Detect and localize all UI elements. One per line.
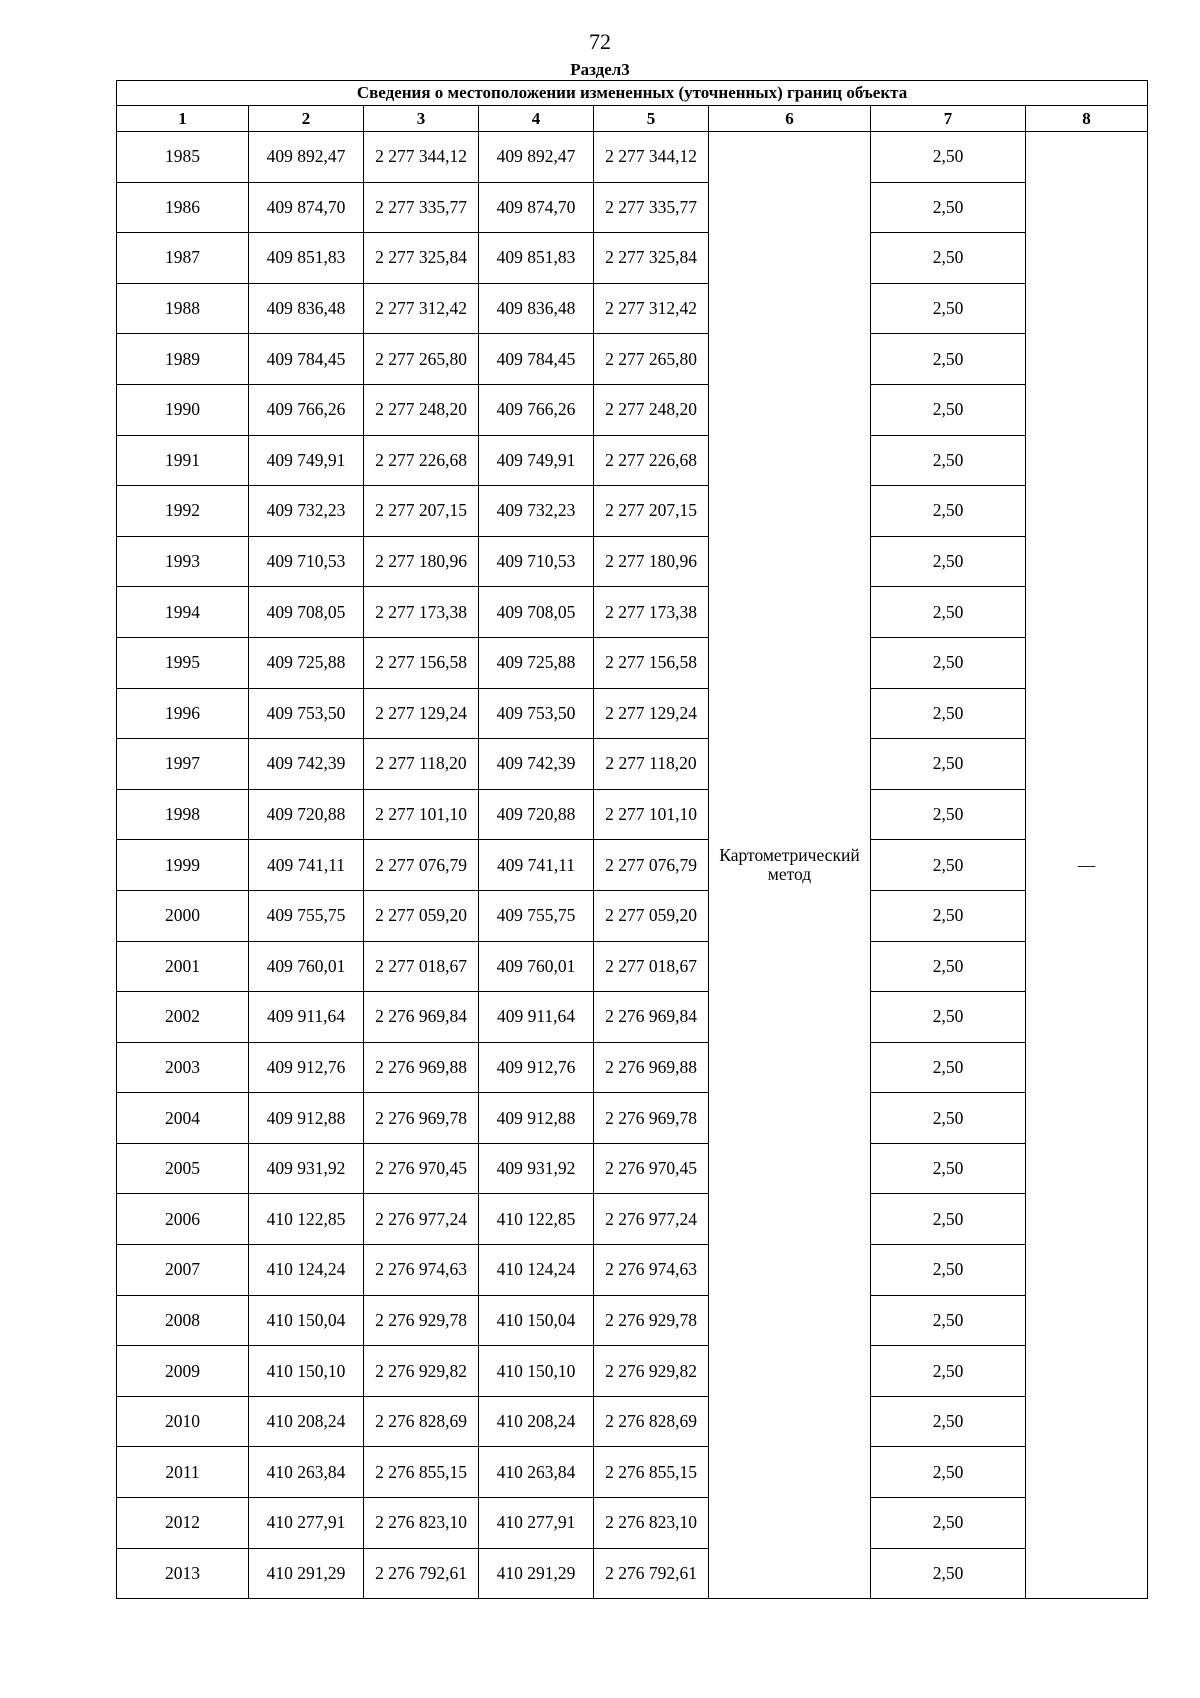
accuracy-cell: 2,50	[871, 1295, 1026, 1346]
x-coordinate-new-cell: 410 291,29	[479, 1548, 594, 1599]
accuracy-cell: 2,50	[871, 1346, 1026, 1397]
y-coordinate-new-cell: 2 277 156,58	[594, 637, 709, 688]
accuracy-cell: 2,50	[871, 637, 1026, 688]
x-coordinate-existing-cell: 409 725,88	[249, 637, 364, 688]
x-coordinate-existing-cell: 409 851,83	[249, 233, 364, 284]
y-coordinate-new-cell: 2 276 823,10	[594, 1498, 709, 1549]
point-number-cell: 2009	[117, 1346, 249, 1397]
y-coordinate-existing-cell: 2 276 929,82	[364, 1346, 479, 1397]
x-coordinate-new-cell: 409 742,39	[479, 739, 594, 790]
table-row	[117, 1143, 1148, 1194]
accuracy-cell: 2,50	[871, 1396, 1026, 1447]
boundary-coordinates-table	[116, 80, 1148, 1599]
x-coordinate-new-cell: 409 784,45	[479, 334, 594, 385]
x-coordinate-new-cell: 409 760,01	[479, 941, 594, 992]
y-coordinate-new-cell: 2 276 969,84	[594, 992, 709, 1043]
x-coordinate-existing-cell: 410 208,24	[249, 1396, 364, 1447]
x-coordinate-existing-cell: 410 291,29	[249, 1548, 364, 1599]
x-coordinate-existing-cell: 409 749,91	[249, 435, 364, 486]
accuracy-cell: 2,50	[871, 840, 1026, 891]
point-number-cell: 2008	[117, 1295, 249, 1346]
point-number-cell: 2006	[117, 1194, 249, 1245]
accuracy-cell: 2,50	[871, 1498, 1026, 1549]
table-row	[117, 789, 1148, 840]
x-coordinate-existing-cell: 409 911,64	[249, 992, 364, 1043]
point-number-cell: 2007	[117, 1245, 249, 1296]
point-number-cell: 1992	[117, 486, 249, 537]
x-coordinate-new-cell: 409 741,11	[479, 840, 594, 891]
x-coordinate-existing-cell: 409 874,70	[249, 182, 364, 233]
x-coordinate-existing-cell: 410 124,24	[249, 1245, 364, 1296]
accuracy-cell: 2,50	[871, 536, 1026, 587]
x-coordinate-new-cell: 409 874,70	[479, 182, 594, 233]
x-coordinate-new-cell: 410 263,84	[479, 1447, 594, 1498]
y-coordinate-new-cell: 2 276 929,82	[594, 1346, 709, 1397]
column-number-7: 7	[871, 106, 1026, 132]
table-body	[117, 132, 1148, 1599]
accuracy-cell: 2,50	[871, 1042, 1026, 1093]
y-coordinate-new-cell: 2 276 974,63	[594, 1245, 709, 1296]
x-coordinate-existing-cell: 409 720,88	[249, 789, 364, 840]
point-number-cell: 1991	[117, 435, 249, 486]
y-coordinate-new-cell: 2 277 101,10	[594, 789, 709, 840]
x-coordinate-new-cell: 409 732,23	[479, 486, 594, 537]
y-coordinate-existing-cell: 2 277 156,58	[364, 637, 479, 688]
y-coordinate-new-cell: 2 276 792,61	[594, 1548, 709, 1599]
accuracy-cell: 2,50	[871, 992, 1026, 1043]
y-coordinate-existing-cell: 2 277 180,96	[364, 536, 479, 587]
point-number-cell: 1990	[117, 384, 249, 435]
y-coordinate-new-cell: 2 277 059,20	[594, 890, 709, 941]
x-coordinate-existing-cell: 409 784,45	[249, 334, 364, 385]
table-row	[117, 840, 1148, 891]
table-row	[117, 132, 1148, 183]
accuracy-cell: 2,50	[871, 890, 1026, 941]
x-coordinate-existing-cell: 409 912,76	[249, 1042, 364, 1093]
accuracy-cell: 2,50	[871, 283, 1026, 334]
y-coordinate-existing-cell: 2 277 325,84	[364, 233, 479, 284]
x-coordinate-existing-cell: 409 760,01	[249, 941, 364, 992]
y-coordinate-existing-cell: 2 277 248,20	[364, 384, 479, 435]
table-row	[117, 1447, 1148, 1498]
y-coordinate-existing-cell: 2 277 265,80	[364, 334, 479, 385]
table-row	[117, 890, 1148, 941]
table-caption: Сведения о местоположении измененных (уточненных) границ объекта	[117, 81, 1148, 106]
point-number-cell: 2012	[117, 1498, 249, 1549]
accuracy-cell: 2,50	[871, 1548, 1026, 1599]
table-row	[117, 941, 1148, 992]
x-coordinate-new-cell: 409 912,76	[479, 1042, 594, 1093]
accuracy-cell: 2,50	[871, 384, 1026, 435]
x-coordinate-existing-cell: 410 122,85	[249, 1194, 364, 1245]
point-number-cell: 1993	[117, 536, 249, 587]
x-coordinate-new-cell: 410 277,91	[479, 1498, 594, 1549]
y-coordinate-new-cell: 2 277 118,20	[594, 739, 709, 790]
section-title: Раздел3	[570, 60, 630, 79]
y-coordinate-new-cell: 2 277 325,84	[594, 233, 709, 284]
x-coordinate-new-cell: 409 911,64	[479, 992, 594, 1043]
point-number-cell: 2005	[117, 1143, 249, 1194]
x-coordinate-new-cell: 409 720,88	[479, 789, 594, 840]
point-number-cell: 1988	[117, 283, 249, 334]
y-coordinate-existing-cell: 2 276 828,69	[364, 1396, 479, 1447]
x-coordinate-existing-cell: 409 931,92	[249, 1143, 364, 1194]
point-number-cell: 1987	[117, 233, 249, 284]
table-row	[117, 334, 1148, 385]
column-number-4: 4	[479, 106, 594, 132]
point-number-cell: 1997	[117, 739, 249, 790]
table-row	[117, 1548, 1148, 1599]
column-number-3: 3	[364, 106, 479, 132]
x-coordinate-new-cell: 410 150,04	[479, 1295, 594, 1346]
table-row	[117, 384, 1148, 435]
x-coordinate-new-cell: 409 725,88	[479, 637, 594, 688]
y-coordinate-new-cell: 2 277 207,15	[594, 486, 709, 537]
x-coordinate-existing-cell: 409 732,23	[249, 486, 364, 537]
point-number-cell: 2004	[117, 1093, 249, 1144]
y-coordinate-new-cell: 2 277 173,38	[594, 587, 709, 638]
point-number-cell: 2003	[117, 1042, 249, 1093]
y-coordinate-new-cell: 2 277 226,68	[594, 435, 709, 486]
y-coordinate-new-cell: 2 276 929,78	[594, 1295, 709, 1346]
table-row	[117, 739, 1148, 790]
x-coordinate-new-cell: 410 208,24	[479, 1396, 594, 1447]
y-coordinate-existing-cell: 2 277 018,67	[364, 941, 479, 992]
method-cell: Картометрический метод	[709, 132, 871, 1599]
table-row	[117, 283, 1148, 334]
y-coordinate-new-cell: 2 277 312,42	[594, 283, 709, 334]
point-number-cell: 2011	[117, 1447, 249, 1498]
table-row	[117, 1245, 1148, 1296]
x-coordinate-existing-cell: 410 277,91	[249, 1498, 364, 1549]
table-row	[117, 1498, 1148, 1549]
y-coordinate-new-cell: 2 277 180,96	[594, 536, 709, 587]
x-coordinate-existing-cell: 409 755,75	[249, 890, 364, 941]
y-coordinate-new-cell: 2 276 969,88	[594, 1042, 709, 1093]
y-coordinate-new-cell: 2 277 129,24	[594, 688, 709, 739]
accuracy-cell: 2,50	[871, 486, 1026, 537]
x-coordinate-existing-cell: 409 892,47	[249, 132, 364, 183]
x-coordinate-existing-cell: 409 741,11	[249, 840, 364, 891]
x-coordinate-new-cell: 410 122,85	[479, 1194, 594, 1245]
y-coordinate-existing-cell: 2 277 101,10	[364, 789, 479, 840]
table-row	[117, 182, 1148, 233]
x-coordinate-new-cell: 410 124,24	[479, 1245, 594, 1296]
x-coordinate-new-cell: 409 710,53	[479, 536, 594, 587]
point-number-cell: 1985	[117, 132, 249, 183]
y-coordinate-existing-cell: 2 276 792,61	[364, 1548, 479, 1599]
x-coordinate-existing-cell: 410 150,10	[249, 1346, 364, 1397]
point-number-cell: 2013	[117, 1548, 249, 1599]
accuracy-cell: 2,50	[871, 233, 1026, 284]
x-coordinate-new-cell: 409 836,48	[479, 283, 594, 334]
y-coordinate-existing-cell: 2 276 929,78	[364, 1295, 479, 1346]
y-coordinate-new-cell: 2 276 855,15	[594, 1447, 709, 1498]
point-number-cell: 1995	[117, 637, 249, 688]
table-row	[117, 992, 1148, 1043]
y-coordinate-existing-cell: 2 277 059,20	[364, 890, 479, 941]
y-coordinate-existing-cell: 2 277 335,77	[364, 182, 479, 233]
y-coordinate-existing-cell: 2 277 118,20	[364, 739, 479, 790]
point-number-cell: 1998	[117, 789, 249, 840]
table-row	[117, 1093, 1148, 1144]
accuracy-cell: 2,50	[871, 334, 1026, 385]
table-row	[117, 1194, 1148, 1245]
y-coordinate-existing-cell: 2 277 207,15	[364, 486, 479, 537]
point-number-cell: 1986	[117, 182, 249, 233]
y-coordinate-new-cell: 2 277 265,80	[594, 334, 709, 385]
x-coordinate-new-cell: 409 892,47	[479, 132, 594, 183]
y-coordinate-existing-cell: 2 277 344,12	[364, 132, 479, 183]
y-coordinate-existing-cell: 2 277 312,42	[364, 283, 479, 334]
x-coordinate-new-cell: 409 755,75	[479, 890, 594, 941]
y-coordinate-new-cell: 2 277 018,67	[594, 941, 709, 992]
x-coordinate-new-cell: 409 851,83	[479, 233, 594, 284]
y-coordinate-existing-cell: 2 276 974,63	[364, 1245, 479, 1296]
column-number-1: 1	[117, 106, 249, 132]
y-coordinate-existing-cell: 2 277 129,24	[364, 688, 479, 739]
table-row	[117, 1396, 1148, 1447]
column-8-cell: —	[1026, 132, 1148, 1599]
table-row	[117, 587, 1148, 638]
x-coordinate-new-cell: 409 912,88	[479, 1093, 594, 1144]
y-coordinate-existing-cell: 2 277 226,68	[364, 435, 479, 486]
accuracy-cell: 2,50	[871, 1194, 1026, 1245]
table-row	[117, 637, 1148, 688]
x-coordinate-existing-cell: 409 766,26	[249, 384, 364, 435]
table-row	[117, 486, 1148, 537]
point-number-cell: 1996	[117, 688, 249, 739]
x-coordinate-existing-cell: 409 912,88	[249, 1093, 364, 1144]
y-coordinate-existing-cell: 2 276 977,24	[364, 1194, 479, 1245]
table-row	[117, 536, 1148, 587]
x-coordinate-existing-cell: 409 753,50	[249, 688, 364, 739]
accuracy-cell: 2,50	[871, 132, 1026, 183]
x-coordinate-existing-cell: 409 710,53	[249, 536, 364, 587]
x-coordinate-new-cell: 409 931,92	[479, 1143, 594, 1194]
y-coordinate-existing-cell: 2 277 076,79	[364, 840, 479, 891]
y-coordinate-new-cell: 2 277 248,20	[594, 384, 709, 435]
column-number-6: 6	[709, 106, 871, 132]
x-coordinate-existing-cell: 409 742,39	[249, 739, 364, 790]
y-coordinate-new-cell: 2 276 977,24	[594, 1194, 709, 1245]
x-coordinate-new-cell: 409 753,50	[479, 688, 594, 739]
x-coordinate-existing-cell: 409 836,48	[249, 283, 364, 334]
accuracy-cell: 2,50	[871, 1245, 1026, 1296]
accuracy-cell: 2,50	[871, 182, 1026, 233]
x-coordinate-new-cell: 409 766,26	[479, 384, 594, 435]
accuracy-cell: 2,50	[871, 1093, 1026, 1144]
accuracy-cell: 2,50	[871, 739, 1026, 790]
point-number-cell: 2002	[117, 992, 249, 1043]
point-number-cell: 2010	[117, 1396, 249, 1447]
accuracy-cell: 2,50	[871, 1143, 1026, 1194]
y-coordinate-existing-cell: 2 276 969,88	[364, 1042, 479, 1093]
accuracy-cell: 2,50	[871, 789, 1026, 840]
x-coordinate-new-cell: 409 708,05	[479, 587, 594, 638]
page-number: 72	[589, 29, 611, 54]
table-row	[117, 1346, 1148, 1397]
y-coordinate-new-cell: 2 276 969,78	[594, 1093, 709, 1144]
point-number-cell: 1994	[117, 587, 249, 638]
table-row	[117, 435, 1148, 486]
y-coordinate-new-cell: 2 277 076,79	[594, 840, 709, 891]
y-coordinate-existing-cell: 2 276 969,84	[364, 992, 479, 1043]
accuracy-cell: 2,50	[871, 941, 1026, 992]
accuracy-cell: 2,50	[871, 435, 1026, 486]
column-number-8: 8	[1026, 106, 1148, 132]
accuracy-cell: 2,50	[871, 1447, 1026, 1498]
x-coordinate-existing-cell: 410 263,84	[249, 1447, 364, 1498]
y-coordinate-existing-cell: 2 276 970,45	[364, 1143, 479, 1194]
point-number-cell: 2000	[117, 890, 249, 941]
x-coordinate-new-cell: 410 150,10	[479, 1346, 594, 1397]
column-number-row	[117, 106, 1148, 132]
point-number-cell: 1989	[117, 334, 249, 385]
x-coordinate-new-cell: 409 749,91	[479, 435, 594, 486]
point-number-cell: 1999	[117, 840, 249, 891]
y-coordinate-existing-cell: 2 276 855,15	[364, 1447, 479, 1498]
y-coordinate-existing-cell: 2 277 173,38	[364, 587, 479, 638]
y-coordinate-new-cell: 2 277 344,12	[594, 132, 709, 183]
y-coordinate-new-cell: 2 277 335,77	[594, 182, 709, 233]
table-row	[117, 1295, 1148, 1346]
y-coordinate-new-cell: 2 276 970,45	[594, 1143, 709, 1194]
point-number-cell: 2001	[117, 941, 249, 992]
column-number-5: 5	[594, 106, 709, 132]
x-coordinate-existing-cell: 410 150,04	[249, 1295, 364, 1346]
y-coordinate-new-cell: 2 276 828,69	[594, 1396, 709, 1447]
accuracy-cell: 2,50	[871, 688, 1026, 739]
table-row	[117, 233, 1148, 284]
table-row	[117, 1042, 1148, 1093]
x-coordinate-existing-cell: 409 708,05	[249, 587, 364, 638]
table-row	[117, 688, 1148, 739]
column-number-2: 2	[249, 106, 364, 132]
accuracy-cell: 2,50	[871, 587, 1026, 638]
y-coordinate-existing-cell: 2 276 969,78	[364, 1093, 479, 1144]
y-coordinate-existing-cell: 2 276 823,10	[364, 1498, 479, 1549]
